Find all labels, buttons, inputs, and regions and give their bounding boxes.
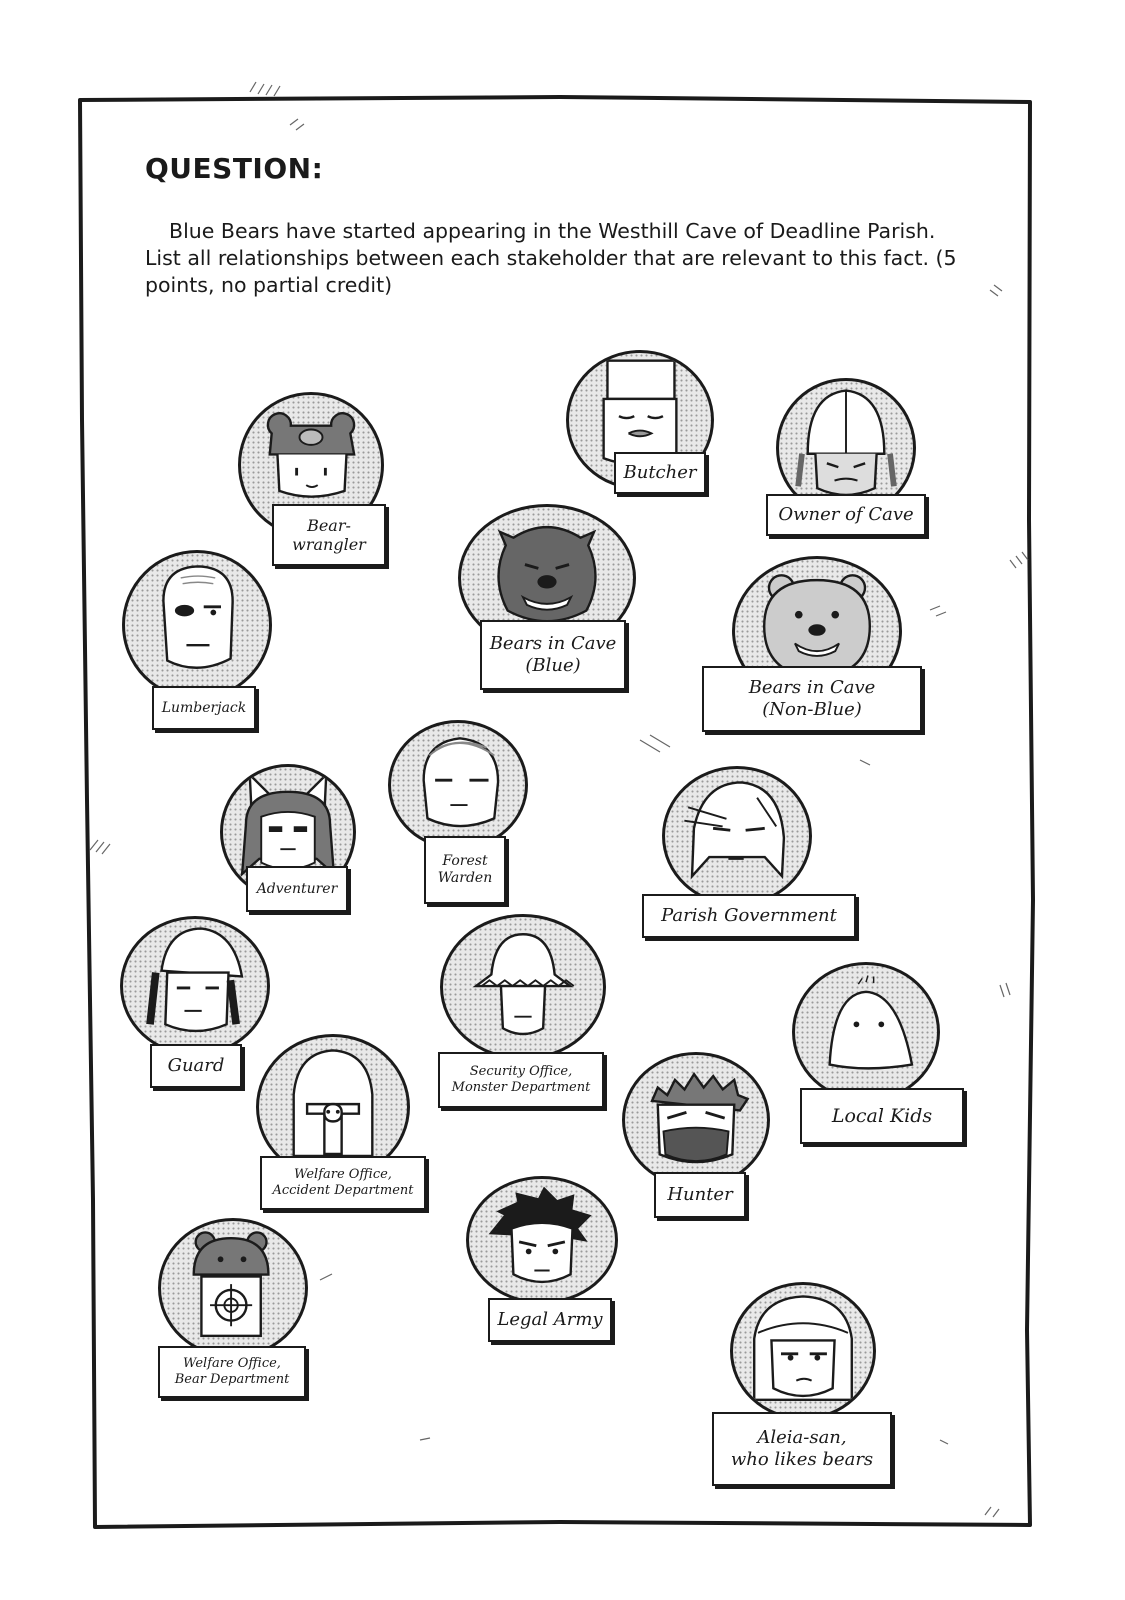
masked-hunter-icon xyxy=(622,1052,770,1188)
bald-man-icon xyxy=(122,550,272,700)
sleepy-old-man-icon xyxy=(388,720,528,850)
bucket-helmet-icon xyxy=(440,914,606,1060)
stakeholder-label: Adventurer xyxy=(246,866,348,912)
target-bear-icon xyxy=(158,1218,308,1358)
question-prompt: Blue Bears have started appearing in the Westhill Cave of Deadline Parish. List all relationships between each stakeholder that are relevant to this fact. (5 points, no partial credit) xyxy=(145,219,957,297)
stakeholder-label: Bears in Cave (Non-Blue) xyxy=(702,666,922,732)
spiky-hair-soldier-icon xyxy=(466,1176,618,1304)
stakeholder-label: Parish Government xyxy=(642,894,856,938)
stakeholder-label: Hunter xyxy=(654,1172,746,1218)
hooded-woman-icon xyxy=(730,1282,876,1420)
stakeholder-label: Owner of Cave xyxy=(766,494,926,536)
stakeholder-label: Legal Army xyxy=(488,1298,612,1342)
stakeholder-label: Forest Warden xyxy=(424,836,506,904)
stakeholder-label: Guard xyxy=(150,1044,242,1088)
stakeholder-label: Bear- wrangler xyxy=(272,504,386,566)
stakeholder-label: Bears in Cave (Blue) xyxy=(480,620,626,690)
stakeholder-label: Butcher xyxy=(614,452,706,494)
long-haired-man-icon xyxy=(662,766,812,906)
stakeholder-label: Welfare Office, Bear Department xyxy=(158,1346,306,1398)
stakeholder-label: Welfare Office, Accident Department xyxy=(260,1156,426,1210)
ghost-kid-icon xyxy=(792,962,940,1102)
question-heading: QUESTION: xyxy=(145,152,324,185)
helmeted-guard-icon xyxy=(120,916,270,1056)
stakeholder-label: Security Office, Monster Department xyxy=(438,1052,604,1108)
stakeholder-label: Local Kids xyxy=(800,1088,964,1144)
stakeholder-label: Aleia-san, who likes bears xyxy=(712,1412,892,1486)
stakeholder-label: Lumberjack xyxy=(152,686,256,730)
